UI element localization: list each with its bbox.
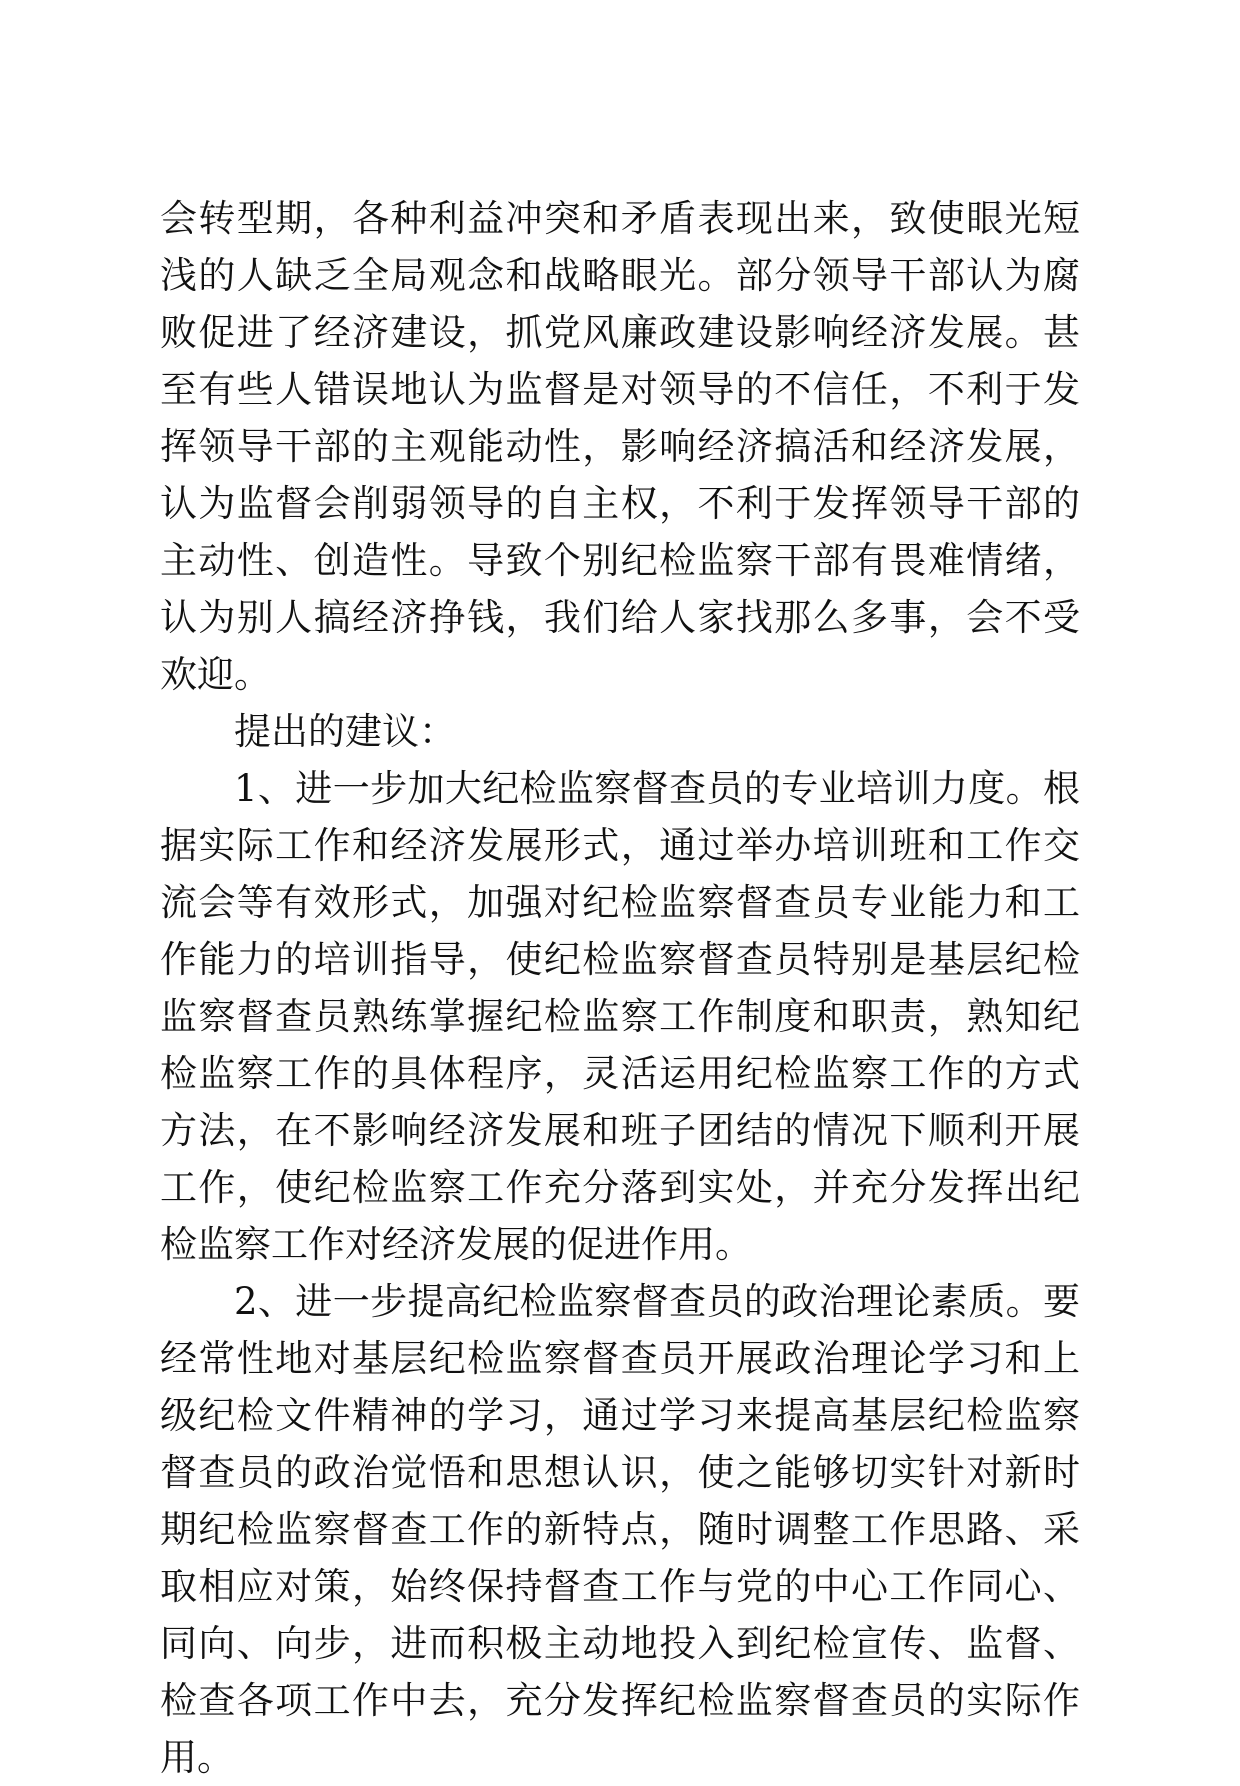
- paragraph-continued: 会转型期，各种利益冲突和矛盾表现出来，致使眼光短浅的人缺乏全局观念和战略眼光。部分领导干部认为腐败促进了经济建设，抓党风廉政建设影响经济发展。甚至有些人错误地认为监督是对领导的不信任，不利于发挥领导干部的主观能动性，影响经济搞活和经济发展，认为监督会削弱领导的自主权，不利于发挥领导干部的主动性、创造性。导致个别纪检监察干部有畏难情绪，认为别人搞经济挣钱，我们给人家找那么多事，会不受欢迎。: [160, 197, 1080, 696]
- paragraph-suggestion-2: 2、进一步提高纪检监察督查员的政治理论素质。要经常性地对基层纪检监察督查员开展政治理论学习和上级纪检文件精神的学习，通过学习来提高基层纪检监察督查员的政治觉悟和思想认识，使之能够切实针对新时期纪检监察督查工作的新特点，随时调整工作思路、采取相应对策，始终保持督查工作与党的中心工作同心、同向、向步，进而积极主动地投入到纪检宣传、监督、检查各项工作中去，充分发挥纪检监察督查员的实际作用。: [160, 1280, 1080, 1779]
- paragraph-suggestions-heading: 提出的建议：: [234, 710, 456, 753]
- document-body: [160, 190, 1080, 1786]
- paragraph-suggestion-1: 1、进一步加大纪检监察督查员的专业培训力度。根据实际工作和经济发展形式，通过举办培训班和工作交流会等有效形式，加强对纪检监察督查员专业能力和工作能力的培训指导，使纪检监察督查员特别是基层纪检监察督查员熟练掌握纪检监察工作制度和职责，熟知纪检监察工作的具体程序，灵活运用纪检监察工作的方式方法，在不影响经济发展和班子团结的情况下顺利开展工作，使纪检监察工作充分落到实处，并充分发挥出纪检监察工作对经济发展的促进作用。: [160, 767, 1080, 1266]
